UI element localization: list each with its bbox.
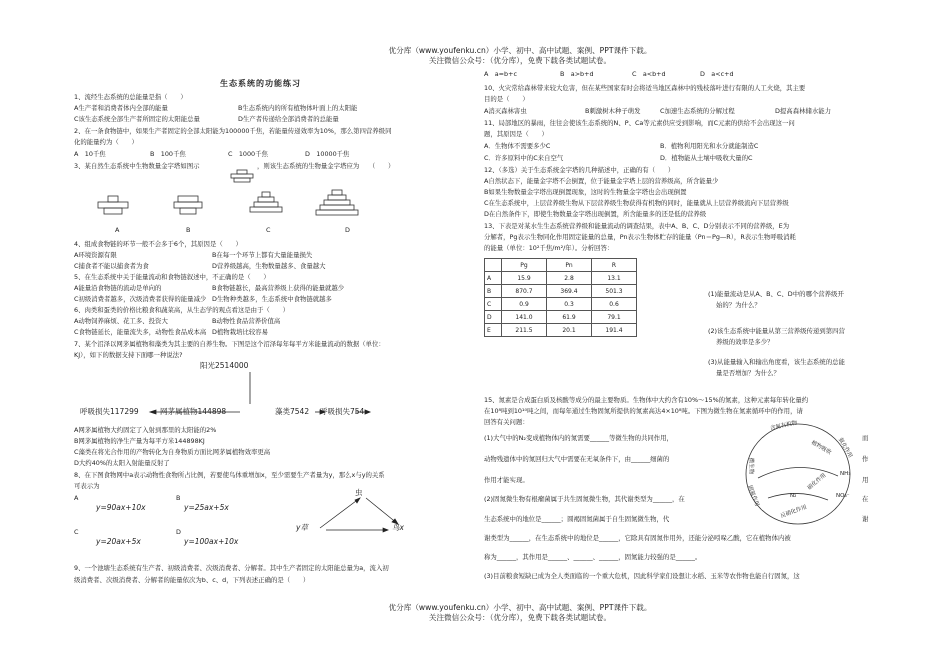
cycle-nh3: NH₃ [840, 471, 851, 477]
q15-part-1-cont: 动物残遗体中的氮回归大气中需要在无氧条件下，由______细菌的 [484, 455, 670, 463]
q9-option-b: B a>b+d [560, 70, 594, 78]
q13-sub-1-cont: 始的？为什么？ [716, 301, 761, 309]
q7-option-d: D大约40%的太阳入射能量反射了 [74, 459, 170, 467]
diagram-respiration-2: 呼吸损失754 [320, 407, 365, 416]
cycle-plant-absorb: 植物吸收 [809, 439, 833, 457]
table-cell: 20.1 [547, 324, 592, 337]
q12-option-c: C在生态系统中，上层营养级生物从下层营养级生物获得有机物的同时，能量就从上层营养级流向下层营养级 [484, 199, 789, 207]
q12: 12、（多选）关于生态系统金字塔的几种描述中，正确的有（ ） [484, 166, 675, 174]
q13-sub-2: (2)该生态系统中能量从第三营养级传递到第四营 [708, 327, 845, 335]
q5-option-c: C初级消费者越多，次级消费者获得的能量减少 [74, 295, 207, 303]
q11: 11、局部地区的暴雨，往往会使该生态系统的N、P、Ca等元素供应受到影响，而C元素的供给不会出现这一问 [484, 119, 795, 127]
footer-line-2: 关注微信公众号：（优分库），免费下载各类试题试卷。 [428, 613, 612, 622]
q3: 3、某自然生态系统中生物数量金字塔如图示 [74, 162, 200, 170]
q15-part-2-cont2: 谢类型为______，在生态系统中的地位是______，它除具有固氮作用外，还能分泌吲哚乙酸，它在植物体内被 [484, 534, 791, 542]
q13-sub-3-cont: 量是否增加？为什么？ [716, 369, 780, 377]
header-line-2: 关注微信公众号：（优分库），免费下载各类试题试卷。 [428, 56, 612, 65]
cycle-fixation: 固氮作用 [746, 484, 760, 508]
q1-option-c: C该生态系统全部生产者所固定的太阳能总量 [74, 115, 200, 123]
q4-option-a: A环境资源有限 [74, 251, 117, 259]
side-text: 用 [862, 476, 869, 484]
q3-cont: ，则该生态系统的生物量金字塔应为 （ ） [257, 162, 395, 170]
side-text: 在 [862, 495, 869, 503]
q5-option-b: B食物链越长，最高营养级上获得的能量就越少 [212, 284, 345, 292]
table-cell: 0.9 [502, 298, 547, 311]
q8: 8、在下图食物网中a表示动物性食物所占比例，若要使鸟体重增加x，至少需要生产者量为y，那么x与y的关系 [74, 471, 385, 479]
q7-cont: KJ），如下的数据支持下面哪一种说法? [74, 351, 183, 359]
q13-sub-1: (1)能量流动是从A、B、C、D中的哪个营养级开 [708, 290, 844, 298]
table-cell: 191.4 [592, 324, 637, 337]
q15-part-1-cont2: 作用才能实现。 [484, 476, 529, 484]
table-cell: B [485, 285, 502, 298]
table-cell: 2.8 [547, 272, 592, 285]
table-header: Pg [502, 259, 547, 272]
cycle-nitrification: 硝化作用 [806, 472, 828, 492]
q7-option-b: B网茅属植物的净生产量为每平方米144898KJ [74, 437, 205, 445]
q1-option-d: D生产者传递给全部消费者的总能量 [238, 115, 339, 123]
q2-cont: 化的能量约为（ ） [74, 138, 138, 146]
q3-label-c: C [266, 226, 271, 234]
q13-sub-2-cont: 养级的效率是多少？ [716, 338, 774, 346]
table-header: R [592, 259, 637, 272]
table-cell: 501.3 [592, 285, 637, 298]
q11-cont: 题，其原因是（ ） [484, 130, 548, 138]
q8-option-d: y=100ax+10x [184, 537, 239, 546]
diagram-respiration-1: 呼吸损失117299 [80, 407, 139, 416]
q13-sub-3: (3)从能量输入和输出角度看，该生态系统的总能 [708, 358, 845, 366]
q7-option-a: A网茅属植物大约固定了入射到那里的太阳能的2% [74, 426, 217, 434]
table-cell: 211.5 [502, 324, 547, 337]
q8-label-d: D [176, 528, 181, 536]
q15-cont-2: 回答有关问题： [484, 418, 529, 426]
energy-table [484, 258, 637, 337]
q5-option-d: D生物种类越多，生态系统中食物链就越多 [212, 295, 332, 303]
q13-cont-1: 分解者，Pg表示生物同化作用固定能量的总量，Pn表示生物体贮存的能量（Pn＝Pg—R），R表示生物呼吸消耗 [484, 233, 796, 241]
cycle-denitrification: 反硝化作用 [779, 504, 808, 520]
q2: 2、在一条食物链中，如果生产者固定的全部太阳能为100000千焦，若能量传递效率为10%，那么第四营养级同 [74, 127, 392, 135]
q8-cont: 可表示为 [74, 482, 100, 490]
q13-cont-2: 的能量（单位：10²千焦/m²/年）。分析回答： [484, 244, 614, 252]
side-text: 作 [862, 455, 869, 463]
table-row [485, 324, 637, 337]
table-row [485, 298, 637, 311]
q10-option-c: C加速生态系统的分解过程 [660, 107, 735, 115]
footer-line-1: 优分库（www.youfenku.cn）小学、初中、高中试题、案例、PPT课件下载。 [388, 603, 652, 612]
q6-option-d: D植物栽培比较容易 [212, 328, 269, 336]
q4: 4、组成食物链的环节一般不会多于6个，其原因是（ ） [74, 240, 242, 248]
q11-option-c: C．许多原料中的C来自空气 [484, 154, 564, 162]
q9-option-d: D a<c+d [700, 70, 734, 78]
q2-option-c: C 1000千焦 [228, 150, 268, 158]
q3-label-b: B [186, 226, 191, 234]
q10-cont: 目的是（ ） [484, 95, 529, 103]
q10-option-d: D提高森林储水能力 [775, 107, 832, 115]
food-web-grass: y草 [296, 523, 308, 532]
food-web-insect: 虫 [355, 488, 363, 497]
q15-part-1: (1)大气中的N₂变成植物体内的氮需要______等微生物的共同作用， [484, 434, 673, 442]
q15-cont-1: 在10⁸吨到10¹⁰吨之间，而每年通过生物固氮所提供的氮素高达4×10⁸吨。下图为微生物在氮素循环中的作用，请 [484, 407, 803, 415]
diagram-algae: 藻类7542 [275, 407, 310, 416]
diagram-grass: 网茅属植物144898 [160, 407, 227, 416]
q8-option-c: y=20ax+5x [96, 537, 141, 546]
q9: 9、一个池塘生态系统有生产者、初级消费者、次级消费者、分解者。其中生产者固定的太阳能总量为a，流入初 [74, 564, 389, 572]
q7: 7、某个沼泽以网茅属植物和藻类为其主要的自养生物。下图是这个沼泽每年每平方米能量流动的数据（单位： [74, 340, 385, 348]
q8-option-b: y=25ax+5x [184, 503, 229, 512]
table-cell: D [485, 311, 502, 324]
q8-option-a: y=90ax+10x [96, 503, 146, 512]
table-row [485, 272, 637, 285]
q4-option-d: D营养级越高，生物数量越多、食量越大 [212, 262, 326, 270]
q8-label-a: A [74, 494, 79, 502]
q15-part-2-cont: 生态系统中的地位是______；圆褐固氮菌属于自生固氮微生物，代 [484, 515, 670, 523]
q1-option-b: B生态系统内的所有植物体叶面上的太阳能 [238, 104, 358, 112]
q6-option-a: A动物饲养麻烦、花工多、投资大 [74, 317, 168, 325]
table-cell: 61.9 [547, 311, 592, 324]
q2-option-b: B 100千焦 [150, 150, 186, 158]
q1-option-a: A生产者和消费者体内全部的能量 [74, 104, 168, 112]
q12-option-d: D在自然条件下，即使生物数量金字塔出现倒置，所含能量多的还是低的营养级 [484, 210, 707, 218]
table-row [485, 311, 637, 324]
q1: 1、流经生态系统的总能量是指（ ） [74, 93, 187, 101]
q8-label-b: B [176, 494, 181, 502]
table-cell: E [485, 324, 502, 337]
table-cell: 0.3 [547, 298, 592, 311]
q10: 10、火灾常给森林带来较大危害，但在某些国家有时会将适当地区森林中的残枝落叶进行有限的人工火烧，其主要 [484, 84, 806, 92]
q12-option-a: A自然状态下，能量金字塔不会倒置，位于能量金字塔上层的营养级高，所含能量少 [484, 177, 719, 185]
q15-part-3: (3)目前粮食短缺已成为全人类面临的一个重大危机，因此科学家们设想让水稻、玉米等农作物也能自行固氮，这 [484, 572, 800, 580]
table-cell: 13.1 [592, 272, 637, 285]
cycle-organic-n: 含氮有机物 [769, 420, 798, 432]
q2-option-a: A 10千焦 [74, 150, 106, 158]
q2-option-d: D 10000千焦 [305, 150, 350, 158]
food-web-diagram [300, 490, 410, 540]
table-header [485, 259, 502, 272]
diagram-sunlight: 阳光2514000 [200, 361, 249, 370]
q3-label-a: A [115, 226, 120, 234]
table-cell: 369.4 [547, 285, 592, 298]
cycle-ammonification: 氨化作用 [836, 436, 854, 460]
food-web-bird: 鸟x [392, 523, 404, 532]
q3-label-d: D [345, 226, 350, 234]
q10-option-b: B刺激树木种子萌发 [585, 107, 641, 115]
table-cell: 870.7 [502, 285, 547, 298]
side-text: 而 [862, 434, 869, 442]
q6-option-c: C食物链延长，能量流失多，动物性食品成本高 [74, 328, 207, 336]
q5: 5、在生态系统中关于能量流动和食物链叙述中，不正确的是（ ） [74, 273, 270, 281]
q4-option-b: B在每一个环节上都有大量能量损失 [212, 251, 313, 259]
q11-option-d: D．植物能从土壤中吸收大量的C [660, 154, 753, 162]
q12-option-b: B如果生物数量金字塔出现倒置现象，这时的生物量金字塔也会出现倒置 [484, 188, 687, 196]
q10-option-a: A消灭森林害虫 [484, 107, 527, 115]
table-row [485, 285, 637, 298]
table-cell: 0.6 [592, 298, 637, 311]
q6: 6、肉类和蛋类的价格比粮食和蔬菜高，从生态学的观点看这是由于（ ） [74, 306, 289, 314]
q8-label-c: C [74, 528, 79, 536]
q13: 13、下表是对某水生生态系统营养级和能量流动的调查结果，表中A、B、C、D分别表示不同的营养级，E为 [484, 222, 790, 230]
table-cell: A [485, 272, 502, 285]
table-cell: 15.9 [502, 272, 547, 285]
table-cell: C [485, 298, 502, 311]
header-line-1: 优分库（www.youfenku.cn）小学、初中、高中试题、案例、PPT课件下载。 [388, 46, 652, 55]
q6-option-b: B动物性食品营养价值高 [212, 317, 281, 325]
q11-option-b: B．植物利用阳光和水分就能制造C [660, 142, 759, 150]
q11-option-a: A．生物体不需要多少C [484, 142, 551, 150]
q5-option-a: A能量沿食物链的流动是单向的 [74, 284, 162, 292]
table-cell: 79.1 [592, 311, 637, 324]
page-title: 生态系统的功能练习 [220, 79, 301, 88]
q15-part-2: (2)固氮微生物有根瘤菌属于共生固氮微生物，其代谢类型为______，在 [484, 495, 685, 503]
q4-option-c: C捕食者不能以捕食者为食 [74, 262, 149, 270]
table-cell: 141.0 [502, 311, 547, 324]
table-header: Pn [547, 259, 592, 272]
q7-option-c: C藻类在将光合作用的产物转化为自身物质方面比网茅属植物效率更高 [74, 448, 271, 456]
q9-option-a: A a=b+c [484, 70, 517, 78]
cycle-no3: NO₃⁻ [836, 493, 850, 499]
table-header-row [485, 259, 637, 272]
q9-cont: 级消费者、次级消费者、分解者的能量依次为b、c、d，下列表述正确的是（ ） [74, 576, 310, 584]
side-text: 谢 [862, 515, 869, 523]
cycle-microbe: 微生物 [747, 457, 754, 475]
cycle-n2: N₂ [790, 493, 797, 499]
q15: 15、氮素是合成蛋白质及核酸等成分的最主要物质。生物体中大约含有10%～15%的氮素，这种元素每年转化量约 [484, 396, 809, 404]
q15-part-2-cont3: 称为______，其作用是______、______、______，固氮能力较强的是______。 [484, 553, 702, 561]
q9-option-c: C a<b+d [632, 70, 666, 78]
